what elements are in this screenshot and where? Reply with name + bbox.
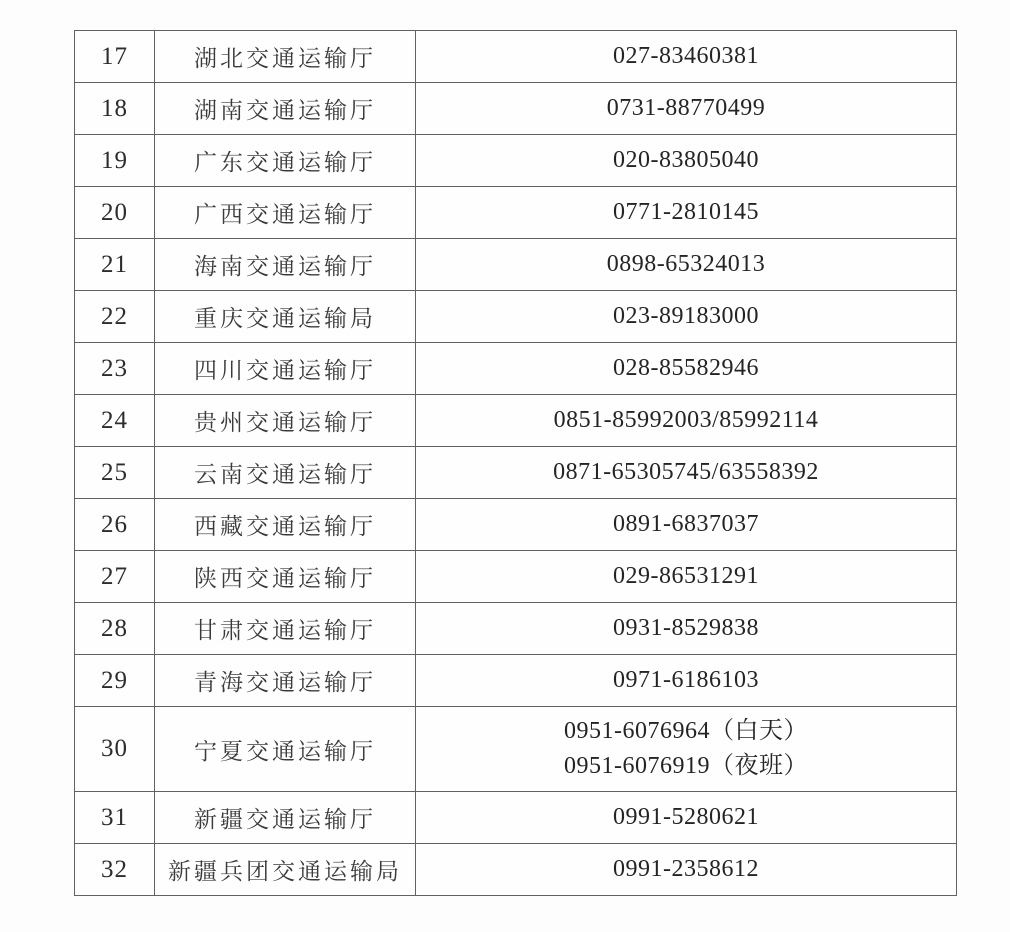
row-index-cell: 17 [75, 31, 155, 83]
table-row [75, 655, 957, 707]
table-row [75, 844, 957, 896]
department-cell: 新疆交通运输厅 [155, 792, 416, 844]
department-cell: 海南交通运输厅 [155, 239, 416, 291]
table-row [75, 343, 957, 395]
row-index-cell: 22 [75, 291, 155, 343]
row-index-cell: 20 [75, 187, 155, 239]
row-index-cell: 26 [75, 499, 155, 551]
table-row [75, 792, 957, 844]
row-index-cell: 29 [75, 655, 155, 707]
row-index-cell: 25 [75, 447, 155, 499]
phone-cell: 023-89183000 [416, 291, 957, 343]
phone-cell: 0771-2810145 [416, 187, 957, 239]
department-cell: 四川交通运输厅 [155, 343, 416, 395]
phone-cell: 028-85582946 [416, 343, 957, 395]
department-cell: 甘肃交通运输厅 [155, 603, 416, 655]
contact-table-body [75, 31, 957, 896]
table-row [75, 239, 957, 291]
row-index-cell: 18 [75, 83, 155, 135]
department-cell: 重庆交通运输局 [155, 291, 416, 343]
row-index-cell: 21 [75, 239, 155, 291]
table-row [75, 499, 957, 551]
table-row [75, 551, 957, 603]
department-cell: 贵州交通运输厅 [155, 395, 416, 447]
phone-line-night: 0951-6076919（夜班） [564, 753, 808, 779]
table-row [75, 291, 957, 343]
department-cell: 青海交通运输厅 [155, 655, 416, 707]
department-cell: 西藏交通运输厅 [155, 499, 416, 551]
department-cell: 湖南交通运输厅 [155, 83, 416, 135]
contact-table [74, 30, 957, 896]
phone-cell: 0931-8529838 [416, 603, 957, 655]
phone-cell: 0891-6837037 [416, 499, 957, 551]
row-index-cell: 27 [75, 551, 155, 603]
table-row [75, 83, 957, 135]
department-cell: 广东交通运输厅 [155, 135, 416, 187]
row-index-cell: 30 [75, 707, 155, 792]
table-row [75, 31, 957, 83]
phone-cell: 0991-2358612 [416, 844, 957, 896]
table-row [75, 707, 957, 792]
table-row [75, 447, 957, 499]
phone-cell: 0991-5280621 [416, 792, 957, 844]
phone-cell: 0851-85992003/85992114 [416, 395, 957, 447]
phone-cell: 020-83805040 [416, 135, 957, 187]
phone-cell: 0731-88770499 [416, 83, 957, 135]
row-index-cell: 31 [75, 792, 155, 844]
phone-cell: 0871-65305745/63558392 [416, 447, 957, 499]
table-row [75, 135, 957, 187]
phone-cell: 029-86531291 [416, 551, 957, 603]
department-cell: 湖北交通运输厅 [155, 31, 416, 83]
row-index-cell: 28 [75, 603, 155, 655]
row-index-cell: 32 [75, 844, 155, 896]
phone-cell: 0971-6186103 [416, 655, 957, 707]
phone-line-day: 0951-6076964（白天） [564, 718, 808, 745]
department-cell: 陕西交通运输厅 [155, 551, 416, 603]
row-index-cell: 19 [75, 135, 155, 187]
department-cell: 宁夏交通运输厅 [155, 707, 416, 792]
department-cell: 广西交通运输厅 [155, 187, 416, 239]
phone-cell: 027-83460381 [416, 31, 957, 83]
row-index-cell: 23 [75, 343, 155, 395]
phone-cell: 0898-65324013 [416, 239, 957, 291]
phone-cell [416, 707, 957, 792]
department-cell: 新疆兵团交通运输局 [155, 844, 416, 896]
table-row [75, 603, 957, 655]
table-row [75, 395, 957, 447]
row-index-cell: 24 [75, 395, 155, 447]
department-cell: 云南交通运输厅 [155, 447, 416, 499]
table-row [75, 187, 957, 239]
